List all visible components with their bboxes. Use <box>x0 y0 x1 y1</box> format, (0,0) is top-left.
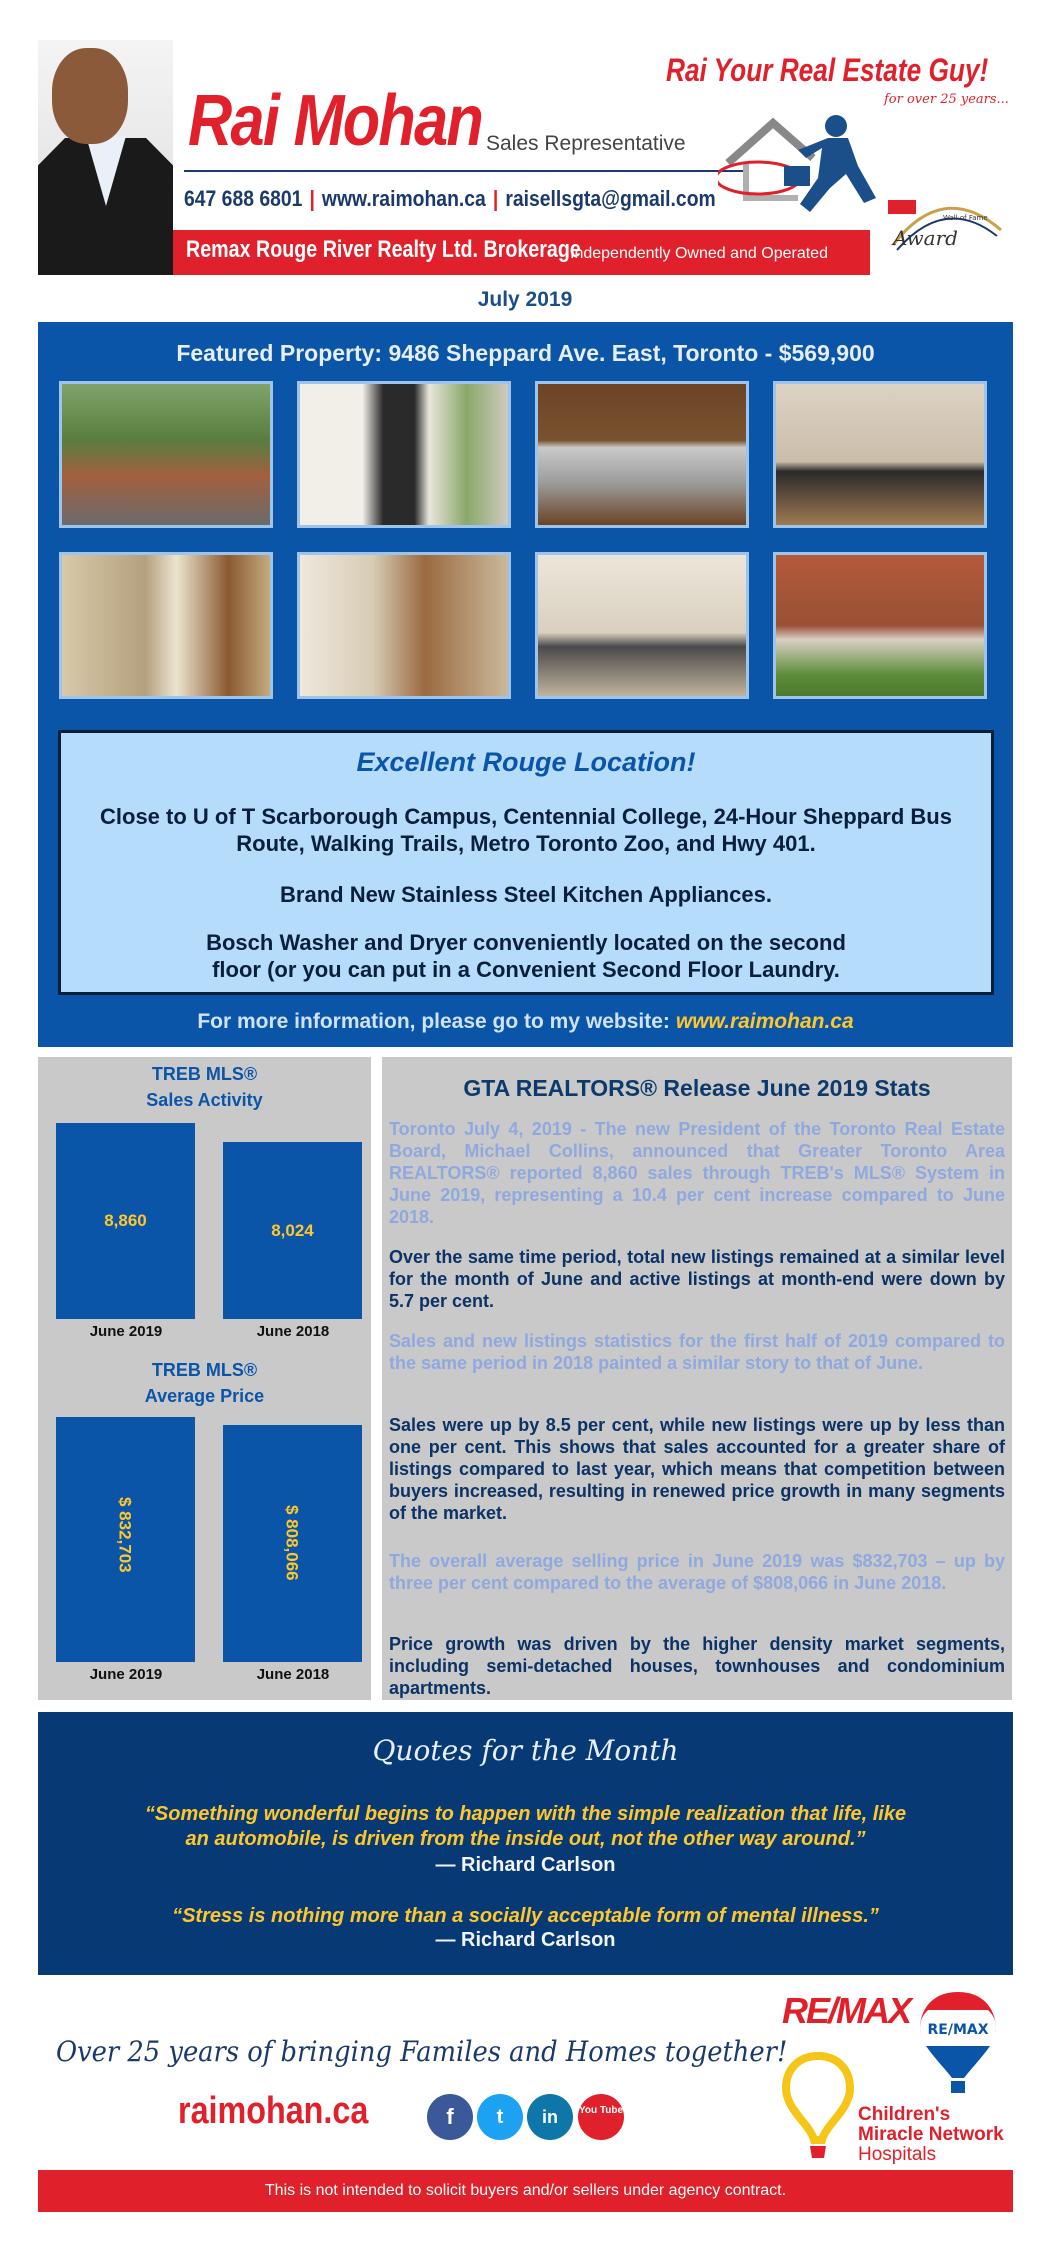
article-paragraph: Over the same time period, total new listings remained at a similar level for the month of June and active listings at month-end were down by 5.7 per cent. <box>389 1247 1005 1311</box>
youtube-icon[interactable]: You Tube <box>578 2094 624 2140</box>
cmn-balloon-icon <box>782 2052 854 2160</box>
issue-date: July 2019 <box>477 288 573 311</box>
photo-basement-stairs[interactable] <box>297 552 511 699</box>
linkedin-icon[interactable]: in <box>527 2094 573 2140</box>
location-paragraph: Close to U of T Scarborough Campus, Centennial College, 24-Hour Sheppard Bus Route, Walking Trails, Metro Toronto Zoo, and Hwy 401. <box>100 804 952 856</box>
runner-house-logo <box>718 108 878 218</box>
sales-heading-line2: Sales Activity <box>146 1090 263 1110</box>
cmn-line: Hospitals <box>858 2144 937 2165</box>
photo-exterior[interactable] <box>59 381 273 528</box>
sales-heading <box>38 1061 371 1113</box>
quote-author: — Richard Carlson <box>435 1854 616 1876</box>
price-heading-line2: Average Price <box>144 1386 265 1406</box>
quotes-section <box>38 1712 1013 1975</box>
bar-value-label: 8,024 <box>271 1220 314 1240</box>
bar-category-label: June 2019 <box>89 1323 163 1340</box>
disclaimer-bar <box>38 2170 1013 2212</box>
location-paragraph: Bosch Washer and Dryer conveniently located on the second floor (or you can put in a Convenient Second Floor Laundry. <box>206 930 846 982</box>
cmn-logo-text <box>858 2105 1004 2165</box>
location-paragraph: Brand New Stainless Steel Kitchen Appliances. <box>280 882 772 907</box>
phone[interactable]: 647 688 6801 <box>184 186 303 211</box>
quote-text: “Something wonderful begins to happen with the simple realization that life, like an automobile, is driven from the inside out, not the other way around.” <box>144 1803 907 1850</box>
photo-living-stairs[interactable] <box>59 552 273 699</box>
quote-author: — Richard Carlson <box>435 1929 616 1951</box>
footer-tagline: Over 25 years of bringing Familes and Homes together! <box>56 2035 788 2068</box>
tagline: Rai Your Real Estate Guy! <box>666 52 989 88</box>
facebook-icon[interactable]: f <box>427 2094 473 2140</box>
bar-value-label: 8,860 <box>104 1211 147 1230</box>
bar-category-label: June 2018 <box>256 1666 330 1683</box>
separator: | <box>309 186 315 211</box>
twitter-icon[interactable]: t <box>477 2094 523 2140</box>
disclaimer: This is not intended to solicit buyers and/or sellers under agency contract. <box>264 2182 787 2199</box>
more-info-text: For more information, please go to my website: <box>197 1010 670 1033</box>
award-logo <box>883 190 1008 265</box>
price-heading-line1: TREB MLS® <box>151 1360 258 1380</box>
remax-balloon-icon <box>918 1990 998 2095</box>
featured-property <box>38 322 1013 1047</box>
bar-value-label: $ 808,066 <box>282 1505 302 1581</box>
stats-article <box>382 1057 1012 1700</box>
price-heading <box>38 1357 371 1409</box>
website-link[interactable]: www.raimohan.ca <box>675 1010 854 1033</box>
brokerage-sub: Independently Owned and Operated <box>570 245 828 262</box>
agent-name: Rai Mohan <box>188 81 483 161</box>
brokerage-name: Remax Rouge River Realty Ltd. Brokerage <box>186 236 581 263</box>
location-title: Excellent Rouge Location! <box>356 747 696 777</box>
separator: | <box>492 186 499 211</box>
stats-sidebar <box>38 1057 371 1700</box>
sales-heading-line1: TREB MLS® <box>151 1064 258 1084</box>
location-box <box>58 730 994 995</box>
website-link[interactable]: www.raimohan.ca <box>321 186 486 211</box>
quote-text: “Stress is nothing more than a socially acceptable form of mental illness.” <box>172 1905 879 1927</box>
photo-kitchen[interactable] <box>535 381 749 528</box>
photo-backyard[interactable] <box>773 552 987 699</box>
contact-line <box>184 186 716 212</box>
agent-role: Sales Representative <box>486 132 686 155</box>
article-paragraph: Toronto July 4, 2019 - The new President of the Toronto Real Estate Board, Michael Collins, announced that Greater Toronto Area REALTORS® reported 8,860 sales through TREB's MLS® System in June 2019, representing a 10.4 per cent increase compared to June 2018. <box>389 1119 1005 1227</box>
featured-title: Featured Property: 9486 Sheppard Ave. East, Toronto - $569,900 <box>176 340 875 366</box>
article-paragraph: Sales and new listings statistics for the first half of 2019 compared to the same period in 2018 painted a similar story to that of June. <box>389 1331 1005 1373</box>
svg-text:RE/MAX: RE/MAX <box>927 2022 989 2038</box>
quotes-title: Quotes for the Month <box>372 1734 679 1767</box>
header <box>38 40 1010 275</box>
photo-dining[interactable] <box>773 381 987 528</box>
cmn-line: Children's <box>858 2104 951 2125</box>
bar-category-label: June 2019 <box>89 1666 163 1683</box>
divider <box>184 170 744 172</box>
bar-value-label: $ 832,703 <box>115 1497 135 1573</box>
bar-category-label: June 2018 <box>256 1323 330 1340</box>
photo-fireplace[interactable] <box>297 381 511 528</box>
svg-text:Wall of Fame: Wall of Fame <box>943 214 988 222</box>
article-title: GTA REALTORS® Release June 2019 Stats <box>463 1075 931 1101</box>
article-paragraph: The overall average selling price in June 2019 was $832,703 – up by three per cent compared to the average of $808,066 in June 2018. <box>389 1551 1005 1593</box>
article-paragraph: Price growth was driven by the higher density market segments, including semi-detached houses, townhouses and condominium apartments. <box>389 1634 1005 1698</box>
tagline-sub: for over 25 years... <box>884 92 1009 107</box>
remax-logo: RE/MAX <box>782 1990 911 2031</box>
footer-website-link[interactable]: raimohan.ca <box>178 2090 369 2132</box>
photo-rec-room[interactable] <box>535 552 749 699</box>
article-paragraph: Sales were up by 8.5 per cent, while new listings were up by less than one per cent. This shows that sales accounted for a greater share of listings compared to last year, which means that competition between buyers increased, resulting in renewed price growth in many segments of the market. <box>389 1415 1005 1523</box>
svg-text:Award: Award <box>893 226 958 250</box>
agent-photo <box>38 40 173 275</box>
cmn-line: Miracle Network <box>858 2124 1004 2145</box>
agent-head <box>52 48 128 144</box>
more-info <box>38 1010 1013 1034</box>
email-link[interactable]: raisellsgta@gmail.com <box>505 186 716 211</box>
